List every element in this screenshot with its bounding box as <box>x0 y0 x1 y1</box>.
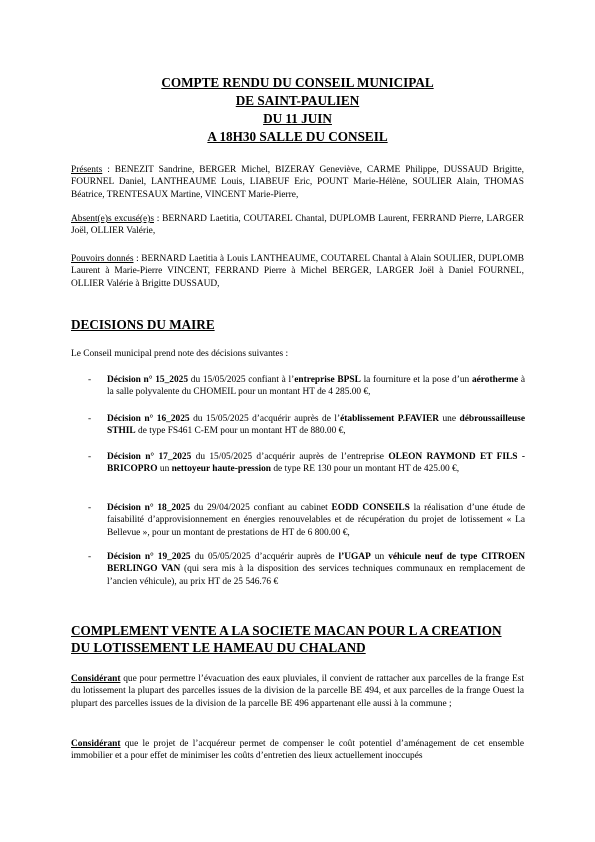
section-heading-line-2: DU LOTISSEMENT LE HAMEAU DU CHALAND <box>71 639 366 655</box>
presents-paragraph <box>71 164 524 201</box>
absents-text: : BERNARD Laetitia, COUTAREL Chantal, DUPLOMB Laurent, FERRAND Pierre, LARGER Joël, OLLIER Valérie, <box>71 214 524 237</box>
bullet-dash: - <box>88 414 92 424</box>
pouvoirs-label: Pouvoirs donnés <box>71 254 134 264</box>
decision-item: - Décision n° 15_2025 du 15/05/2025 confiant à l’entreprise BPSL la fourniture et la pose d’un aérotherme à la salle polyvalente du CHOMEIL pour un montant HT de 4 285.00 €, <box>88 375 525 398</box>
bullet-dash: - <box>88 375 92 385</box>
bullet-dash: - <box>88 452 92 462</box>
pouvoirs-paragraph <box>71 253 524 290</box>
title-line-1: COMPTE RENDU DU CONSEIL MUNICIPAL <box>161 75 434 90</box>
pouvoirs-text: : BERNARD Laetitia à Louis LANTHEAUME, COUTAREL Chantal à Alain SOULIER, DUPLOMB Laurent à Marie-Pierre VINCENT, FERRAND Pierre à Michel BERGER, LARGER Joël à Daniel FOURNEL, OLLIER Valérie à Brigitte DUSSAUD, <box>71 254 524 289</box>
bullet-dash: - <box>88 503 92 513</box>
title-line-2: DE SAINT-PAULIEN <box>235 93 360 108</box>
decision-item: - Décision n° 16_2025 du 15/05/2025 d’acquérir auprès de l’établissement P.FAVIER une débroussailleuse STHIL de type FS461 C-EM pour un montant HT de 880.00 €, <box>88 414 525 437</box>
absents-label: Absent(e)s excusé(e)s <box>71 214 154 224</box>
decision-item: - Décision n° 19_2025 du 05/05/2025 d’acquérir auprès de l’UGAP un véhicule neuf de type CITROEN BERLINGO VAN (qui sera mis à la disposition des services techniques communaux en remplacement de l’ancien véhicule), au prix HT de 25 546.76 € <box>88 552 526 587</box>
title-line-3: DU 11 JUIN <box>263 111 332 126</box>
considerant-label: Considérant <box>71 739 121 749</box>
decision-item: - Décision n° 17_2025 du 15/05/2025 d’acquérir auprès de l’entreprise OLEON RAYMOND ET FILS - BRICOPRO un nettoyeur haute-pression de type RE 130 pour un montant HT de 425.00 €, <box>88 452 525 475</box>
considerant-paragraph-2: Considérant que le projet de l’acquéreur permet de compenser le coût potentiel d’aménagement de cet ensemble immobilier et a pour effet de minimiser les coûts d’entretien des lieux actuellement inoccupés <box>71 739 524 762</box>
bullet-dash: - <box>88 552 92 562</box>
considerant-paragraph-1: Considérant que pour permettre l’évacuation des eaux pluviales, il convient de rattacher aux parcelles de la frange Est du lotissement la plupart des parcelles issues de la division de la parcelle BE 494, et aux parcelles de la frange Ouest la plupart des parcelles issues de la division de la parcelle BE 496 appartenant elle aussi à la commune ; <box>71 674 524 709</box>
title-line-4: A 18H30 SALLE DU CONSEIL <box>207 129 388 144</box>
section-heading-decisions: DECISIONS DU MAIRE <box>71 317 215 332</box>
decision-item: - Décision n° 18_2025 du 29/04/2025 confiant au cabinet EODD CONSEILS la réalisation d’une étude de faisabilité d’approvisionnement en énergies renouvelables et de récupération du projet de lotissement « La Bellevue », pour un montant de prestations de HT de 6 800.00 €, <box>88 503 525 538</box>
presents-label: Présents <box>71 165 103 175</box>
presents-text: : BENEZIT Sandrine, BERGER Michel, BIZERAY Geneviève, CARME Philippe, DUSSAUD Brigitte, FOURNEL Daniel, LANTHEAUME Louis, LIABEUF Eric, POUNT Marie-Hélène, SOULIER Alain, THOMAS Béatrice, TRENTESAUX Martine, VINCENT Marie-Pierre, <box>71 165 524 200</box>
decisions-intro: Le Conseil municipal prend note des décisions suivantes : <box>71 349 289 359</box>
document-title <box>0 74 595 146</box>
section-heading-macan <box>71 623 541 656</box>
section-heading-line-1: COMPLEMENT VENTE A LA SOCIETE MACAN POUR L A CREATION <box>71 623 502 638</box>
considerant-label: Considérant <box>71 674 121 684</box>
absents-paragraph <box>71 213 524 238</box>
